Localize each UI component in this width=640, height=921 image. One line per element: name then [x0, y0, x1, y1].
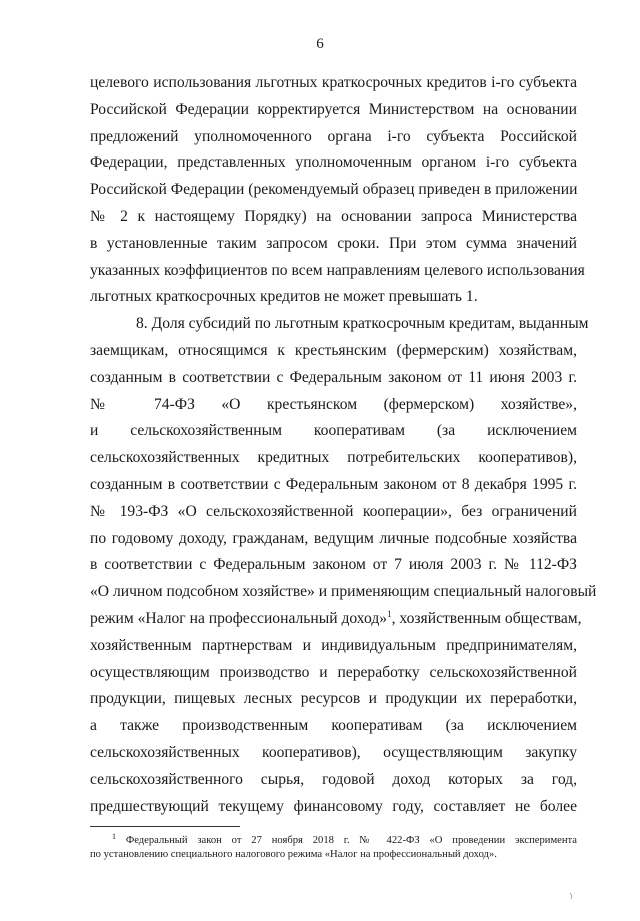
text-fragment: , хозяйственным обществам,	[391, 609, 582, 627]
footnote-text: Федеральный закон от 27 ноября 2018 г. № 422-ФЗ «О проведении эксперимента	[125, 835, 577, 846]
text-line: № 193-ФЗ «О сельскохозяйственной кооперации», без ограничений	[90, 502, 577, 520]
footnote-line: по установлению специального налогового режима «Налог на профессиональный доход».	[90, 849, 497, 860]
text-line: а также производственным кооперативам (за исключением	[90, 717, 577, 735]
text-line: предложений уполномоченного органа i-го субъекта Российской	[90, 127, 577, 145]
text-line-with-footnote	[90, 606, 582, 633]
text-line: заемщикам, относящимся к крестьянским (фермерским) хозяйствам,	[90, 341, 577, 359]
text-line: Федерации, представленных уполномоченным органом i-го субъекта	[90, 154, 577, 172]
text-line: продукции, пищевых лесных ресурсов и продукции их переработки,	[90, 690, 577, 708]
text-line: льготных краткосрочных кредитов не может превышать 1.	[90, 288, 478, 306]
footnote-line	[90, 834, 577, 848]
text-line: «О личном подсобном хозяйстве» и применяющим специальный налоговый	[90, 583, 597, 601]
text-line: сельскохозяйственных кредитных потребительских кооперативов),	[90, 449, 577, 467]
scan-artifact-icon	[569, 892, 575, 900]
page-number: 6	[316, 36, 324, 52]
text-fragment: режим «Налог на профессиональный доход»	[90, 609, 388, 627]
text-line: 8. Доля субсидий по льготным краткосрочным кредитам, выданным	[136, 315, 589, 333]
footnote	[90, 834, 577, 862]
text-line: созданным в соответствии с Федеральным законом от 11 июня 2003 г.	[90, 368, 577, 386]
text-line: № 74-ФЗ «О крестьянском (фермерском) хозяйстве»,	[90, 395, 577, 413]
text-line: указанных коэффициентов по всем направлениям целевого использования	[90, 261, 585, 279]
text-line: в соответствии с Федеральным законом от 7 июля 2003 г. № 112-ФЗ	[90, 556, 577, 574]
text-line: хозяйственным партнерствам и индивидуальным предпринимателям,	[90, 636, 577, 654]
text-line: по годовому доходу, гражданам, ведущим личные подсобные хозяйства	[90, 529, 577, 547]
text-line: и сельскохозяйственным кооперативам (за исключением	[90, 422, 577, 440]
text-line: целевого использования льготных краткосрочных кредитов i-го субъекта	[90, 74, 577, 91]
paragraph-8	[90, 311, 597, 820]
text-line: № 2 к настоящему Порядку) на основании запроса Министерства	[90, 207, 577, 225]
text-line: Российской Федерации (рекомендуемый образец приведен в приложении	[90, 181, 578, 199]
text-line: созданным в соответствии с Федеральным законом от 8 декабря 1995 г.	[90, 475, 577, 493]
text-line: сельскохозяйственных кооперативов), осуществляющим закупку	[90, 743, 577, 761]
footnote-mark: 1	[112, 832, 116, 841]
paragraph-1	[90, 70, 585, 311]
text-line: Российской Федерации корректируется Министерством на основании	[90, 100, 577, 118]
footnote-divider	[90, 826, 240, 827]
document-body	[90, 70, 597, 820]
text-line: осуществляющим производство и переработку сельскохозяйственной	[90, 663, 577, 681]
text-line: в установленные таким запросом сроки. При этом сумма значений	[90, 234, 577, 252]
text-line: предшествующий текущему финансовому году, составляет не более	[90, 797, 577, 815]
footnote-reference[interactable]: 1	[387, 608, 392, 619]
text-line: сельскохозяйственного сырья, годовой доход которых за год,	[90, 770, 577, 788]
